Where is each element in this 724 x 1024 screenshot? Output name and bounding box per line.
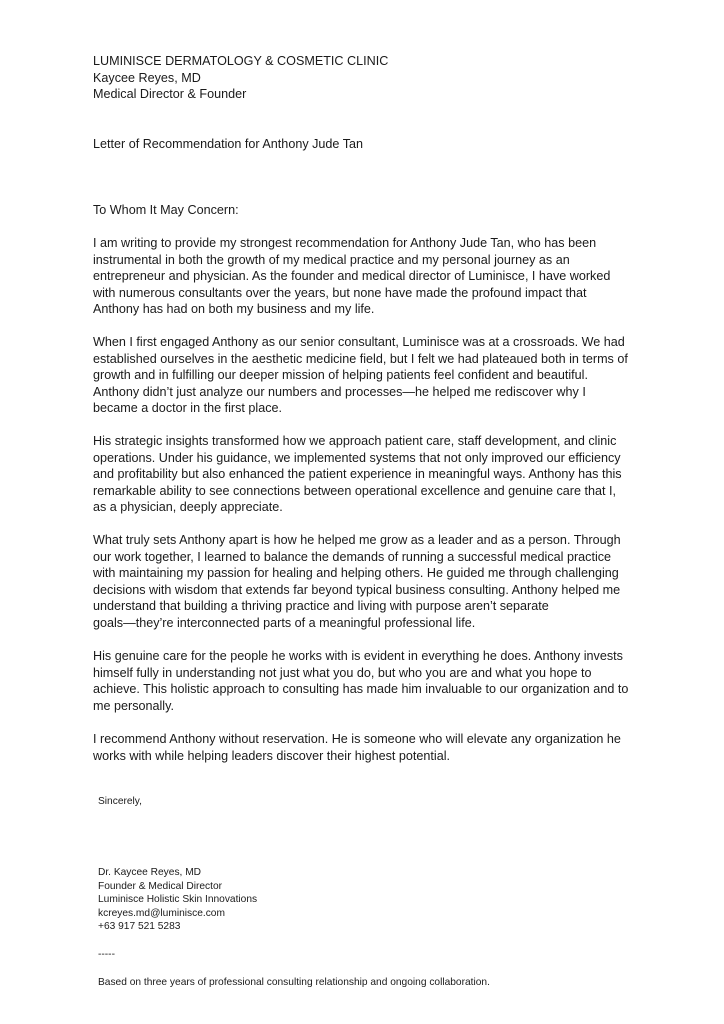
signature-email: kcreyes.md@luminisce.com (98, 907, 225, 919)
paragraph-line: became a doctor in the first place. (93, 401, 283, 416)
closing-text: Sincerely, (98, 796, 142, 807)
paragraph-line: with maintaining my passion for healing and helping others. He guided me through challenging (93, 566, 619, 581)
letter-subject (93, 136, 363, 153)
footnote-text: Based on three years of professional consulting relationship and ongoing collaboration. (98, 977, 490, 988)
paragraph-line: Anthony didn’t just analyze our numbers and processes—he helped me rediscover why I (93, 384, 586, 399)
paragraph-line: instrumental in both the growth of my medical practice and my personal journey as an (93, 252, 570, 267)
letterhead (93, 53, 388, 103)
paragraph-line: When I first engaged Anthony as our senior consultant, Luminisce was at a crossroads. We had (93, 335, 625, 349)
paragraph-line: our work together, I learned to balance the demands of running a successful medical practice (93, 549, 612, 564)
paragraph-line: and profitability but also enhanced the patient experience in meaningful ways. Anthony has this (93, 467, 622, 482)
closing (98, 795, 142, 809)
paragraph-line: I recommend Anthony without reservation. He is someone who will elevate any organization he (93, 732, 621, 746)
paragraph-line: established ourselves in the aesthetic medicine field, but I felt we had plateaued both in terms of (93, 351, 628, 366)
paragraph-6 (93, 731, 621, 764)
paragraph-line: His genuine care for the people he works with is evident in everything he does. Anthony invests (93, 649, 623, 663)
paragraph-line: decisions with wisdom that extends far beyond typical business consulting. Anthony helped me (93, 582, 621, 597)
salutation-text: To Whom It May Concern: (93, 203, 239, 217)
paragraph-line: with numerous consultants over the years, but none have made the profound impact that (93, 285, 587, 300)
signature-organization: Luminisce Holistic Skin Innovations (98, 894, 258, 906)
paragraph-line: achieve. This holistic approach to consulting has made him invaluable to our organization and to (93, 682, 629, 697)
signature-title: Founder & Medical Director (98, 880, 222, 892)
salutation (93, 202, 239, 219)
paragraph-line: remarkable ability to see connections between operational excellence and genuine care that I, (93, 483, 616, 498)
separator (98, 948, 115, 962)
author-title: Medical Director & Founder (93, 87, 247, 102)
paragraph-line: understand that building a thriving practice and living with purpose aren’t separate (93, 599, 549, 614)
paragraph-line: What truly sets Anthony apart is how he helped me grow as a leader and as a person. Through (93, 533, 621, 547)
paragraph-line: himself fully in understanding not just what you do, but who you are and what you hope to (93, 665, 592, 680)
footnote (98, 976, 490, 990)
paragraph-4 (93, 532, 621, 632)
paragraph-line: entrepreneur and physician. As the founder and medical director of Luminisce, I have worked (93, 269, 611, 284)
paragraph-line: works with while helping leaders discover their highest potential. (93, 748, 451, 763)
paragraph-line: operations. Under his guidance, we implemented systems that not only improved our efficiency (93, 450, 621, 465)
paragraph-3 (93, 433, 622, 516)
paragraph-2 (93, 334, 628, 417)
signature-block (98, 866, 257, 934)
paragraph-line: goals—they’re interconnected parts of a meaningful professional life. (93, 615, 476, 630)
signature-name: Dr. Kaycee Reyes, MD (98, 867, 202, 878)
paragraph-line: growth and in fulfilling our deeper mission of helping patients feel confident and beautiful. (93, 368, 588, 383)
signature-phone: +63 917 521 5283 (98, 921, 181, 933)
paragraph-line: His strategic insights transformed how we approach patient care, staff development, and clinic (93, 434, 617, 448)
paragraph-line: me personally. (93, 698, 174, 713)
paragraph-line: I am writing to provide my strongest recommendation for Anthony Jude Tan, who has been (93, 236, 597, 250)
subject-text: Letter of Recommendation for Anthony Jude Tan (93, 137, 364, 151)
paragraph-1 (93, 235, 610, 318)
paragraph-5 (93, 648, 628, 714)
author-name: Kaycee Reyes, MD (93, 70, 201, 85)
paragraph-line: Anthony has had on both my business and my life. (93, 302, 375, 317)
clinic-name: LUMINISCE DERMATOLOGY & COSMETIC CLINIC (93, 54, 389, 68)
separator-text: ----- (98, 949, 115, 960)
paragraph-line: as a physician, deeply appreciate. (93, 500, 283, 515)
